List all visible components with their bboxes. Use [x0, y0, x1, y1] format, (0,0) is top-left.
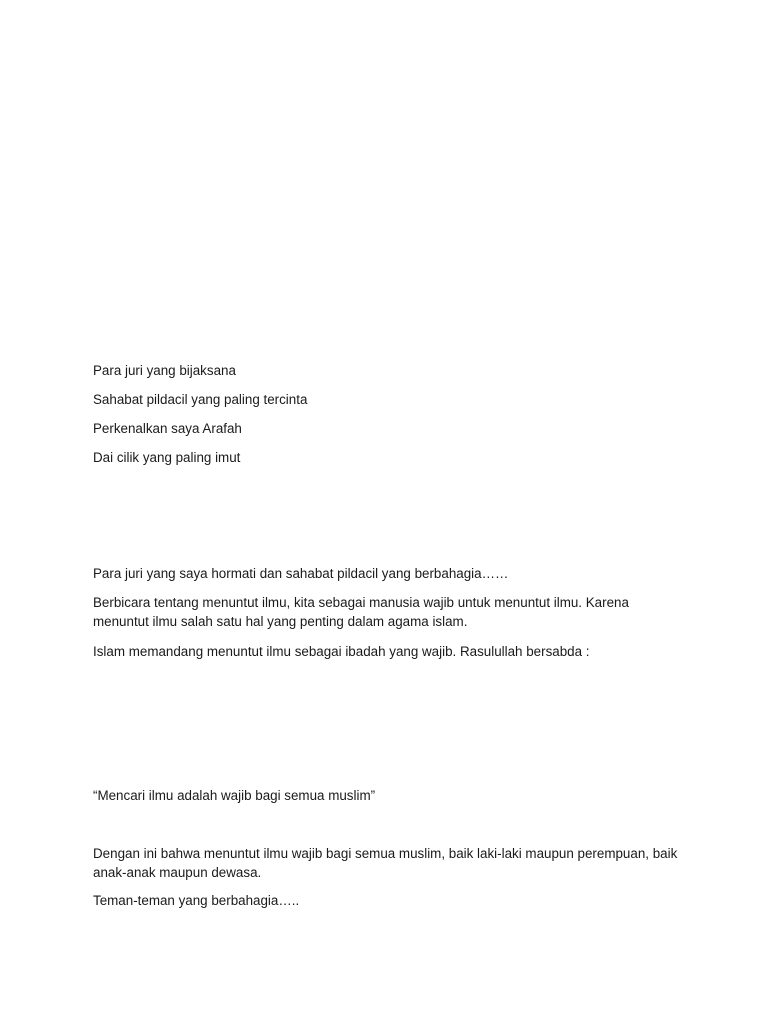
greeting-line: Dai cilik yang paling imut [93, 450, 241, 465]
body-paragraph: Berbicara tentang menuntut ilmu, kita sebagai manusia wajib untuk menuntut ilmu. Karena menuntut ilmu salah satu hal yang penting dalam agama islam. [93, 595, 629, 629]
greeting-line: Sahabat pildacil yang paling tercinta [93, 392, 308, 407]
hadith-quote: “Mencari ilmu adalah wajib bagi semua muslim” [93, 788, 376, 803]
body-paragraph: Islam memandang menuntut ilmu sebagai ibadah yang wajib. Rasulullah bersabda : [93, 644, 590, 659]
greeting-line: Para juri yang bijaksana [93, 363, 236, 378]
closing-paragraph: Teman-teman yang berbahagia….. [93, 893, 300, 908]
body-paragraph: Para juri yang saya hormati dan sahabat pildacil yang berbahagia…… [93, 566, 509, 581]
closing-paragraph: Dengan ini bahwa menuntut ilmu wajib bagi semua muslim, baik laki-laki maupun perempuan, baik anak-anak maupun dewasa. [93, 846, 678, 880]
greeting-line: Perkenalkan saya Arafah [93, 421, 242, 436]
